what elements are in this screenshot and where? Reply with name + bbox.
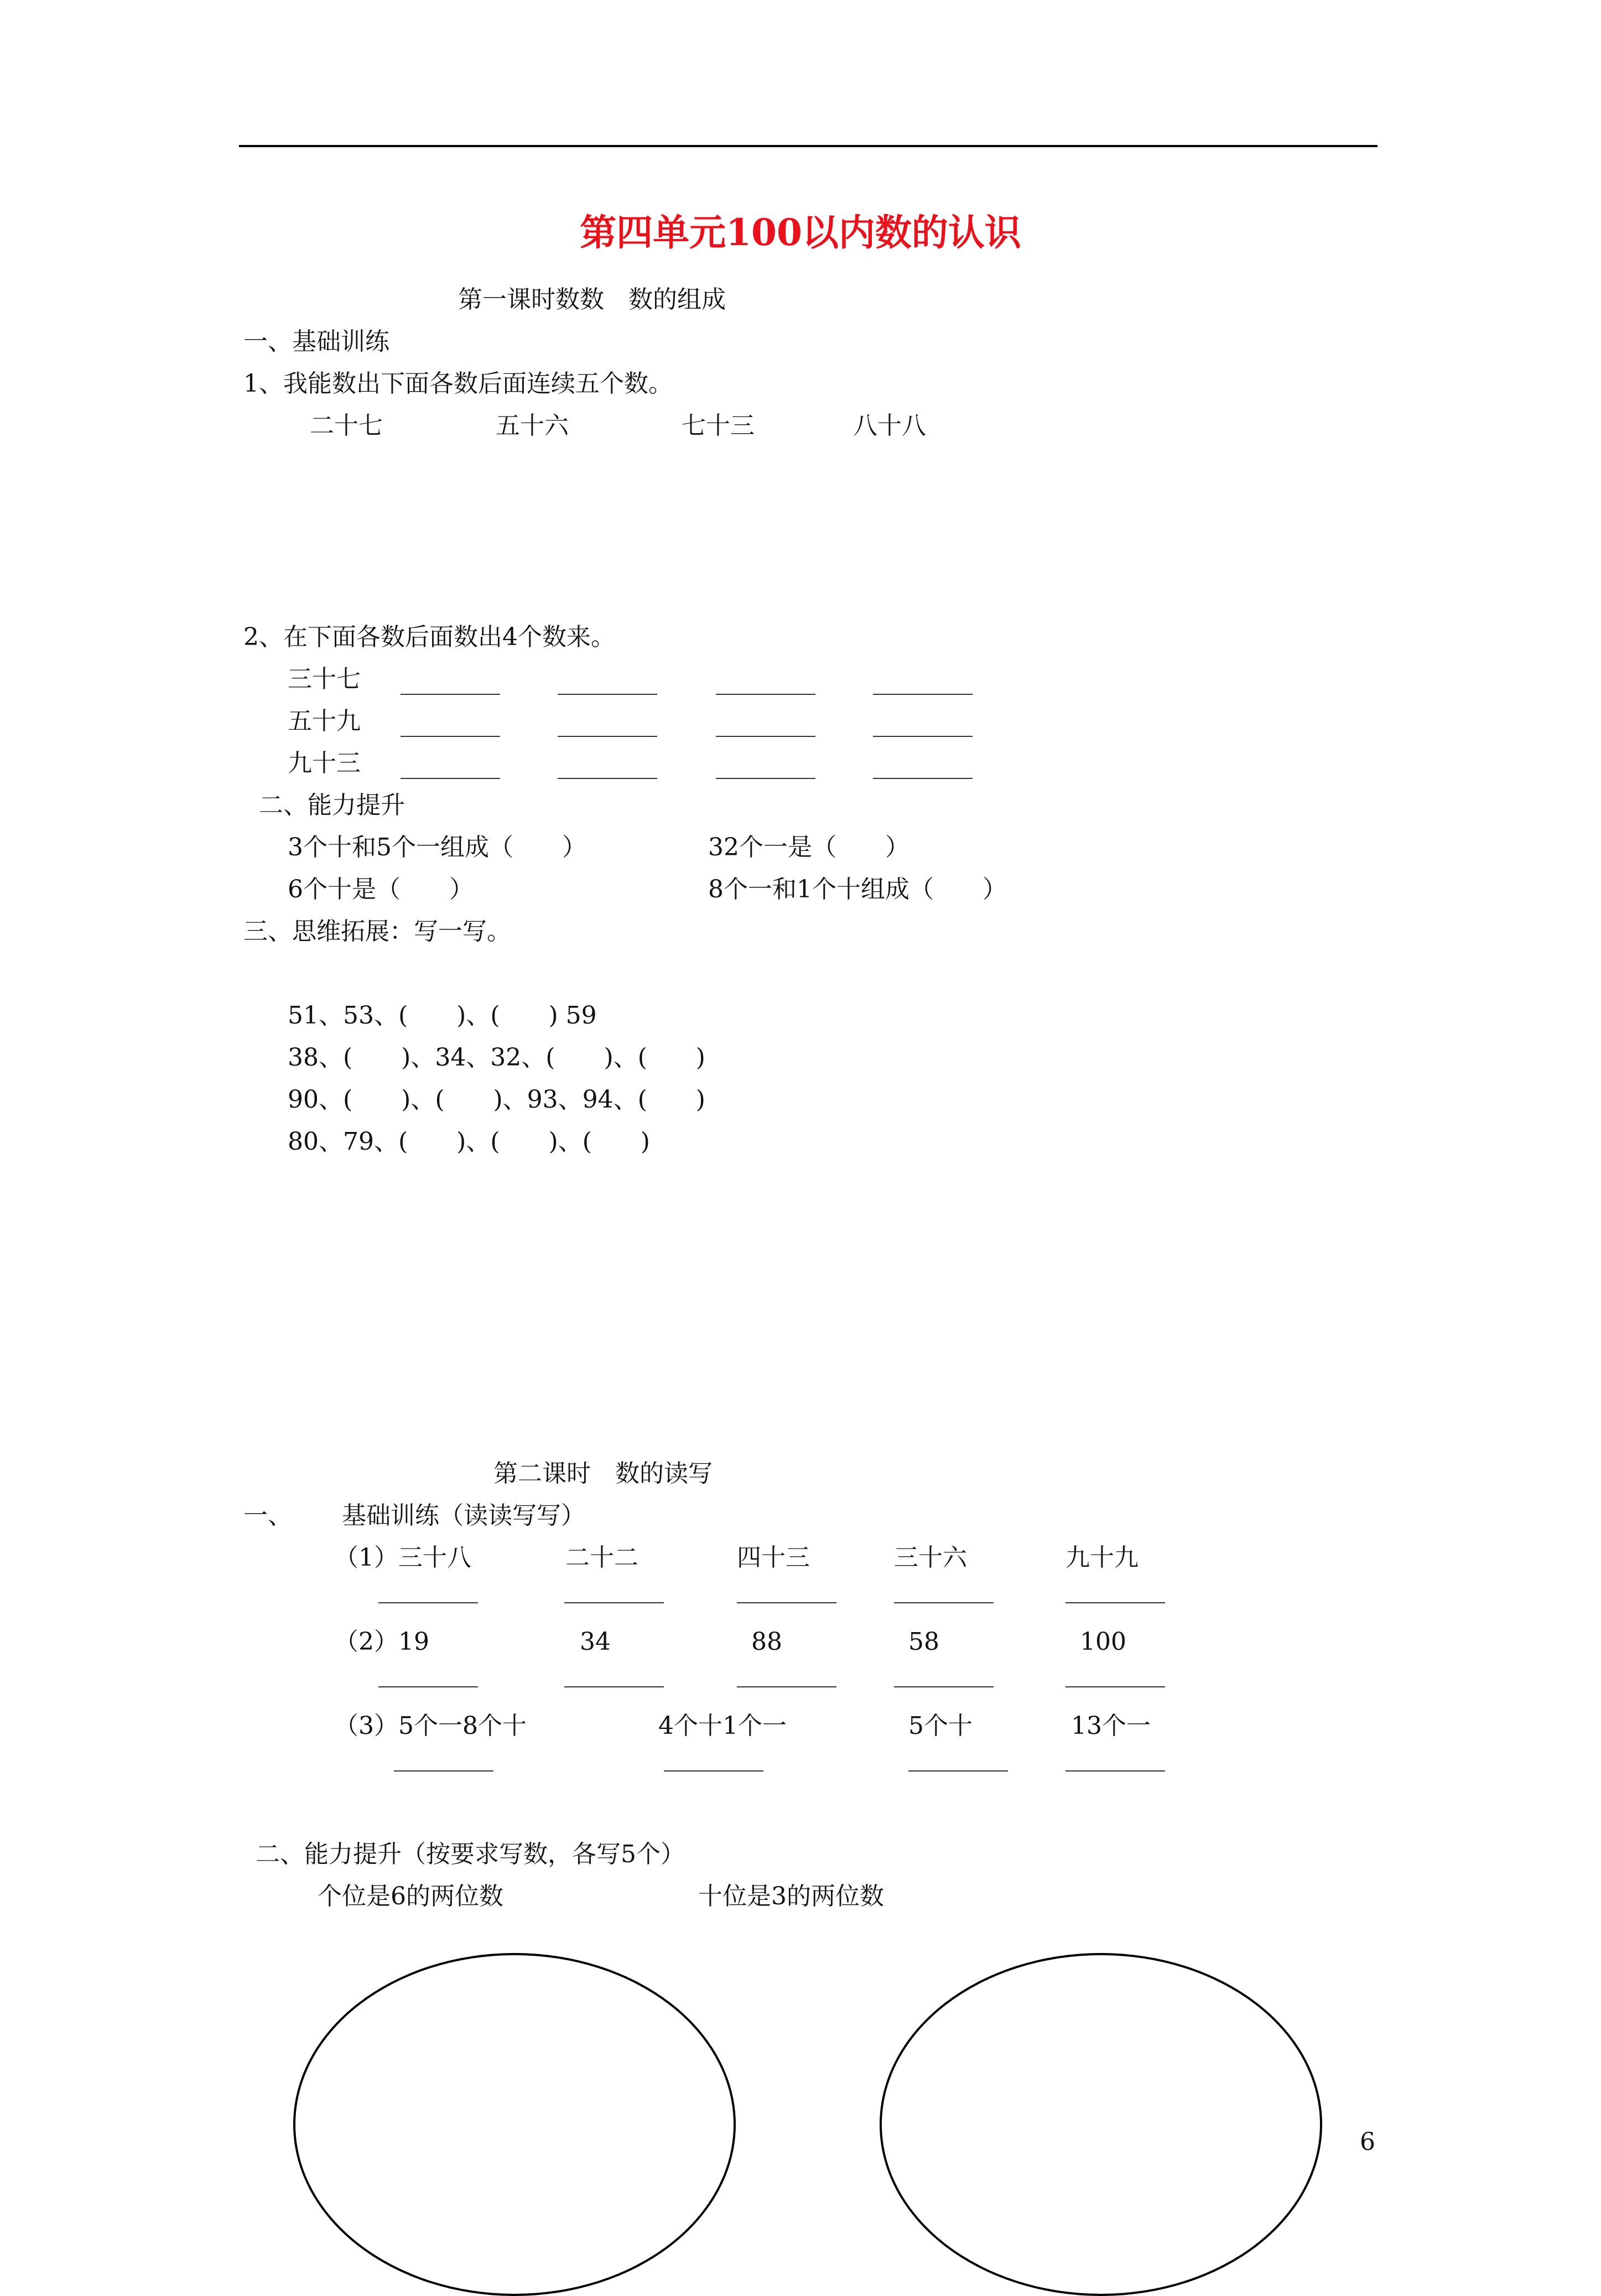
q1-text: 1、我能数出下面各数后面连续五个数。 xyxy=(243,370,673,398)
answer-blank[interactable] xyxy=(558,778,657,779)
answer-circle-left[interactable] xyxy=(293,1953,736,2296)
read-write-row1-item: 二十二 xyxy=(565,1544,638,1572)
answer-blank[interactable] xyxy=(737,1602,836,1603)
answer-blank[interactable] xyxy=(716,778,815,779)
answer-blank[interactable] xyxy=(558,694,657,695)
answer-blank[interactable] xyxy=(894,1686,994,1687)
read-write-row3-item: 5个十 xyxy=(908,1712,973,1740)
q1-number-2: 五十六 xyxy=(496,412,569,440)
read-write-row2-label: （2）19 xyxy=(334,1628,429,1656)
lesson2-heading: 第二课时 数的读写 xyxy=(493,1459,713,1488)
s3-row-2: 38、( )、34、32、( )、( ) xyxy=(288,1043,705,1072)
s3-row-1: 51、53、( )、( ) 59 xyxy=(288,1001,597,1030)
answer-blank[interactable] xyxy=(873,778,973,779)
circle-label-right: 十位是3的两位数 xyxy=(698,1882,884,1910)
answer-blank[interactable] xyxy=(378,1602,478,1603)
header-rule xyxy=(239,145,1378,147)
lesson1-section2: 二、能力提升 xyxy=(259,791,405,819)
answer-blank[interactable] xyxy=(558,736,657,737)
lesson1-section3: 三、思维拓展：写一写。 xyxy=(243,917,511,946)
circle-label-left: 个位是6的两位数 xyxy=(318,1882,503,1910)
read-write-row1-item: 九十九 xyxy=(1065,1544,1139,1572)
answer-blank[interactable] xyxy=(564,1602,664,1603)
q2-row-1: 三十七 xyxy=(288,665,361,693)
answer-blank[interactable] xyxy=(873,694,973,695)
read-write-row2-item: 58 xyxy=(908,1628,939,1656)
s2-item-3: 6个十是（ ） xyxy=(288,875,474,903)
read-write-row2-item: 34 xyxy=(580,1628,611,1656)
page-number: 6 xyxy=(1360,2128,1375,2156)
lesson1-section1: 一、基础训练 xyxy=(243,328,389,356)
read-write-row3-item: 13个一 xyxy=(1071,1712,1151,1740)
answer-blank[interactable] xyxy=(378,1686,478,1687)
s3-row-4: 80、79、( )、( )、( ) xyxy=(288,1128,650,1156)
read-write-row2-item: 100 xyxy=(1080,1628,1126,1656)
q2-row-3: 九十三 xyxy=(288,749,361,777)
s2-item-1: 3个十和5个一组成（ ） xyxy=(288,833,586,861)
read-write-row3-item: 4个十1个一 xyxy=(658,1712,787,1740)
answer-blank[interactable] xyxy=(894,1602,994,1603)
read-write-row1-item: 三十六 xyxy=(894,1544,967,1572)
answer-blank[interactable] xyxy=(1065,1602,1165,1603)
read-write-row1-label: （1）三十八 xyxy=(334,1544,471,1572)
lesson2-section1: 基础训练（读读写写） xyxy=(342,1502,585,1530)
answer-blank[interactable] xyxy=(564,1686,664,1687)
s2-item-2: 32个一是（ ） xyxy=(708,833,909,861)
answer-blank[interactable] xyxy=(401,736,500,737)
page-title: 第四单元100以内数的认识 xyxy=(580,211,1021,254)
answer-blank[interactable] xyxy=(1065,1686,1165,1687)
lesson2-section1-number: 一、 xyxy=(243,1502,292,1530)
answer-blank[interactable] xyxy=(737,1686,836,1687)
answer-blank[interactable] xyxy=(1065,1770,1165,1772)
answer-blank[interactable] xyxy=(664,1770,763,1772)
read-write-row1-item: 四十三 xyxy=(737,1544,810,1572)
answer-blank[interactable] xyxy=(908,1770,1008,1772)
q2-row-2: 五十九 xyxy=(288,707,361,735)
answer-blank[interactable] xyxy=(401,694,500,695)
q1-number-4: 八十八 xyxy=(853,412,926,440)
answer-circle-right[interactable] xyxy=(880,1953,1322,2296)
lesson2-section2: 二、能力提升（按要求写数，各写5个） xyxy=(256,1840,685,1868)
q1-number-3: 七十三 xyxy=(682,412,755,440)
s3-row-3: 90、( )、( )、93、94、( ) xyxy=(288,1085,705,1114)
q1-number-1: 二十七 xyxy=(310,412,383,440)
lesson1-heading: 第一课时数数 数的组成 xyxy=(458,285,726,314)
q2-text: 2、在下面各数后面数出4个数来。 xyxy=(243,623,615,651)
read-write-row2-item: 88 xyxy=(751,1628,782,1656)
s2-item-4: 8个一和1个十组成（ ） xyxy=(708,875,1007,903)
answer-blank[interactable] xyxy=(394,1770,493,1772)
answer-blank[interactable] xyxy=(716,694,815,695)
read-write-row3-item: （3）5个一8个十 xyxy=(334,1712,527,1740)
answer-blank[interactable] xyxy=(401,778,500,779)
answer-blank[interactable] xyxy=(873,736,973,737)
answer-blank[interactable] xyxy=(716,736,815,737)
